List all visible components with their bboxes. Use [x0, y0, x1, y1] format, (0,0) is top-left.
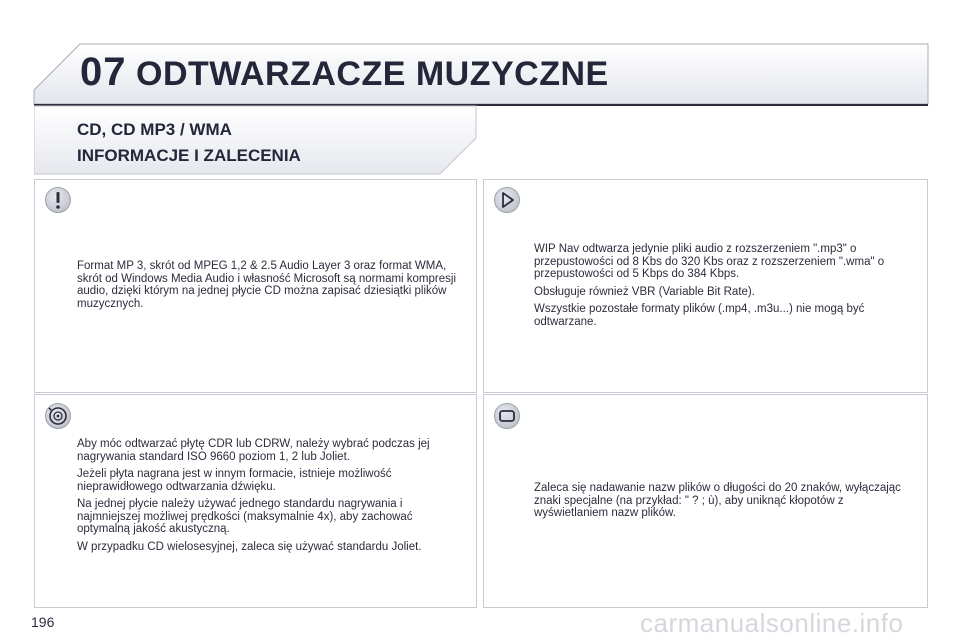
section-subtitle: INFORMACJE I ZALECENIA: [77, 146, 301, 165]
chapter-title: ODTWARZACZE MUZYCZNE: [136, 55, 609, 93]
burning-text: [77, 438, 467, 558]
section-title: CD, CD MP3 / WMA: [77, 120, 232, 139]
exclamation-icon: [45, 187, 71, 213]
filenames-text: [534, 482, 914, 525]
chapter-number: 07: [80, 50, 127, 94]
paragraph: Wszystkie pozostałe formaty plików (.mp4, .m3u...) nie mogą być odtwarzane.: [534, 303, 865, 328]
paragraph: Aby móc odtwarzać płytę CDR lub CDRW, należy wybrać podczas jej nagrywania standard ISO 9660 poziom 1, 2 lub Joliet.: [77, 438, 430, 463]
disc-icon: [45, 403, 71, 429]
paragraph: Format MP 3, skrót od MPEG 1,2 & 2.5 Audio Layer 3 oraz format WMA, skrót od Windows Media Audio i własność Microsoft są normami kompresji audio, dzięki którym na jednej płycie CD można zapisać dziesiątki plików muzycznych.: [77, 260, 456, 310]
paragraph: Obsługuje również VBR (Variable Bit Rate).: [534, 285, 755, 298]
watermark: carmanualsonline.info: [640, 608, 904, 638]
paragraph: WIP Nav odtwarza jedynie pliki audio z rozszerzeniem ".mp3" o przepustowości od 8 Kbs do 320 Kbs oraz z rozszerzeniem ".wma" o przepustowości od 5 Kbps do 384 Kbps.: [534, 243, 885, 280]
paragraph: Zaleca się nadawanie nazw plików o długości do 20 znaków, wyłączając znaki specjalne (na przykład: " ? ; ù), aby uniknąć kłopotów z wyświetlaniem nazw plików.: [534, 482, 901, 519]
paragraph: W przypadku CD wielosesyjnej, zaleca się używać standardu Joliet.: [77, 540, 422, 553]
play-icon: [494, 187, 520, 213]
playback-text: [534, 243, 926, 333]
paragraph: Jeżeli płyta nagrana jest w innym formacie, istnieje możliwość nieprawidłowego odtwarzania dźwięku.: [77, 468, 392, 493]
paragraph: Na jednej płycie należy używać jednego standardu nagrywania i najmniejszej możliwej prędkości (maksymalnie 4x), aby zachować optymalną jakość akustyczną.: [77, 498, 413, 535]
format-text: [77, 260, 467, 315]
page-number: 196: [31, 614, 55, 630]
screen-icon: [494, 403, 520, 429]
